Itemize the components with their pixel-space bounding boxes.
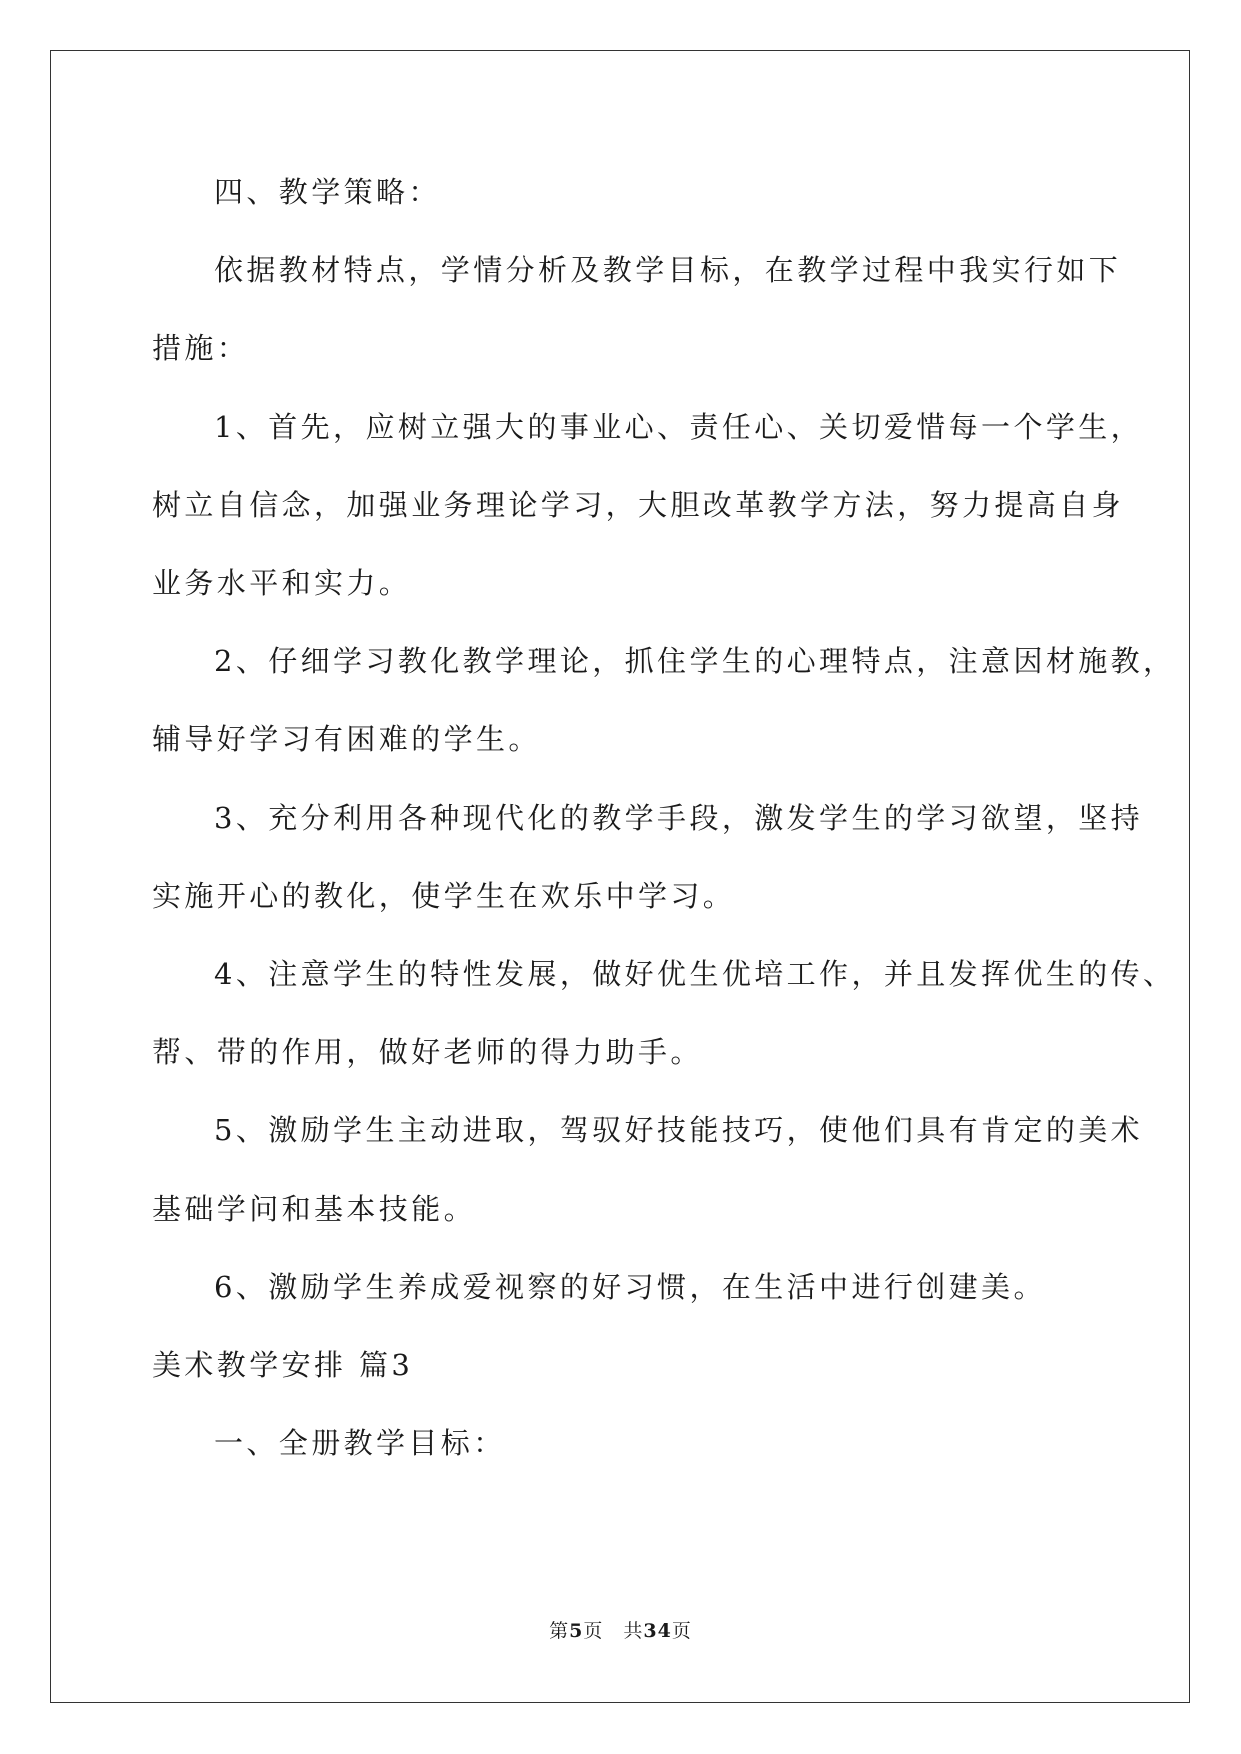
list-item-2: 2、仔细学习教化教学理论，抓住学生的心理特点，注意因材施教， (214, 644, 1176, 678)
footer-total-pages: 34 (643, 1620, 672, 1642)
article-title-part3: 美术教学安排 篇3 (152, 1348, 414, 1382)
section-heading-strategy: 四、教学策略： (214, 175, 441, 209)
page-footer (0, 1619, 1241, 1643)
list-item-6: 6、激励学生养成爱视察的好习惯，在生活中进行创建美。 (214, 1270, 1046, 1304)
paragraph-line: 帮、带的作用，做好老师的得力助手。 (152, 1035, 703, 1069)
paragraph-line: 实施开心的教化，使学生在欢乐中学习。 (152, 879, 736, 913)
list-item-1: 1、首先，应树立强大的事业心、责任心、关切爱惜每一个学生， (214, 410, 1144, 444)
footer-total-prefix: 共 (623, 1620, 644, 1642)
paragraph-line: 措施： (152, 331, 250, 365)
footer-page-number: 5 (569, 1620, 584, 1642)
footer-page-suffix: 页 (583, 1620, 604, 1642)
paragraph-line: 树立自信念，加强业务理论学习，大胆改革教学方法，努力提高自身 (152, 488, 1125, 522)
paragraph-line: 辅导好学习有困难的学生。 (152, 722, 541, 756)
footer-total-suffix: 页 (671, 1620, 692, 1642)
list-item-5: 5、激励学生主动进取，驾驭好技能技巧，使他们具有肯定的美术 (214, 1113, 1144, 1147)
list-item-3: 3、充分利用各种现代化的教学手段，激发学生的学习欲望，坚持 (214, 801, 1144, 835)
list-item-4: 4、注意学生的特性发展，做好优生优培工作，并且发挥优生的传、 (214, 957, 1176, 991)
section-heading-goals: 一、全册教学目标： (214, 1426, 506, 1460)
paragraph-line: 基础学问和基本技能。 (152, 1192, 477, 1226)
footer-page-prefix: 第 (549, 1620, 570, 1642)
paragraph-line: 依据教材特点，学情分析及教学目标，在教学过程中我实行如下 (214, 253, 1122, 287)
paragraph-line: 业务水平和实力。 (152, 566, 412, 600)
